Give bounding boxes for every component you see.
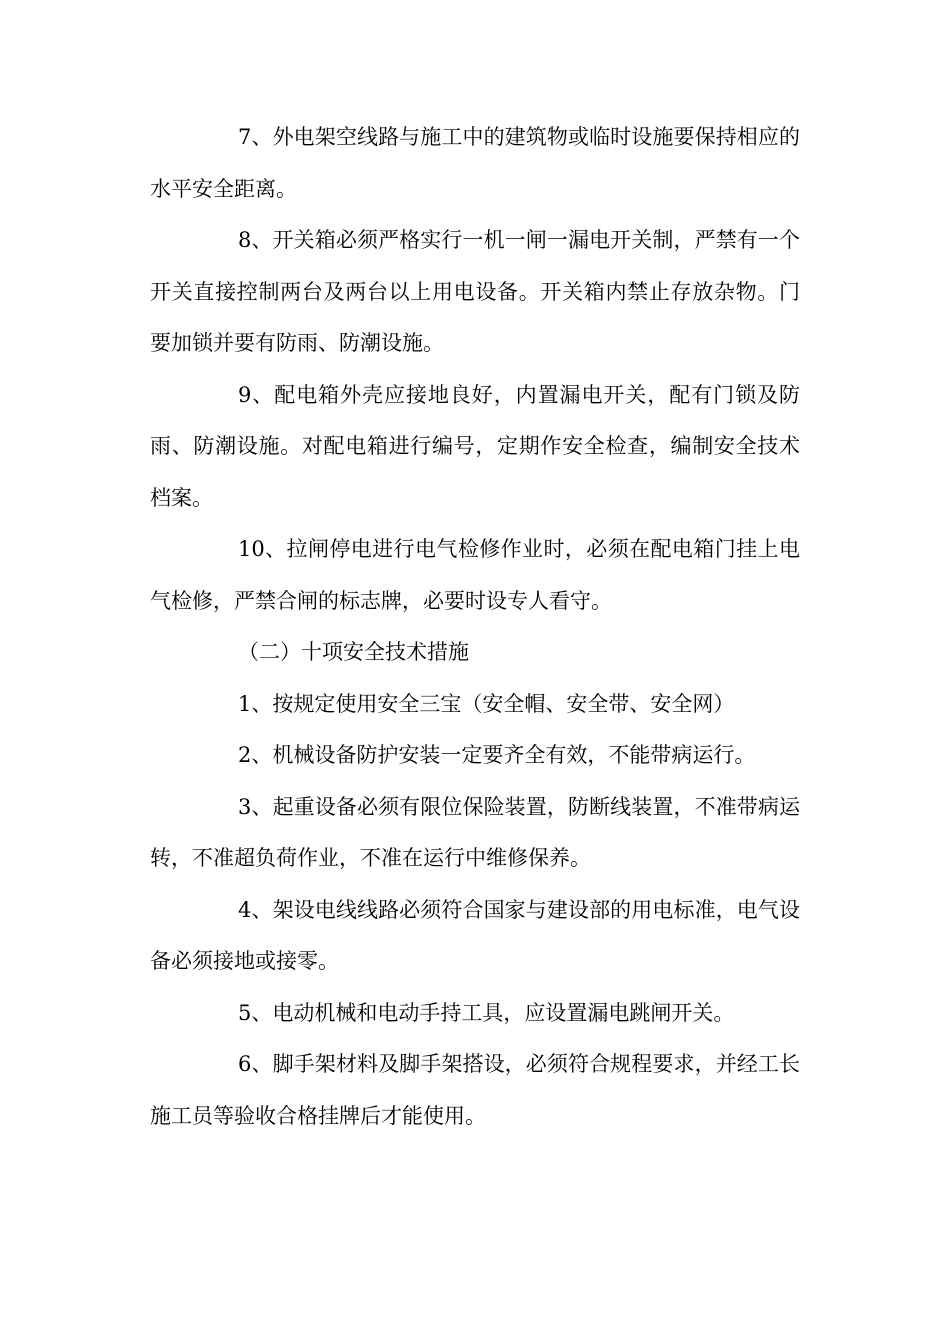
- paragraph-item-10: 10、拉闸停电进行电气检修作业时，必须在配电箱门挂上电气检修，严禁合闸的标志牌，必要时设专人看守。: [150, 537, 800, 613]
- measure-item-3: 3、起重设备必须有限位保险装置，防断线装置，不准带病运转，不准超负荷作业，不准在运行中维修保养。: [150, 794, 800, 870]
- measure-item-5: 5、电动机械和电动手持工具，应设置漏电跳闸开关。: [238, 1000, 735, 1025]
- measure-item-1: 1、按规定使用安全三宝（安全帽、安全带、安全网）: [238, 691, 735, 716]
- measure-item-2: 2、机械设备防护安装一定要齐全有效，不能带病运行。: [238, 743, 756, 767]
- section-heading: （二）十项安全技术措施: [238, 640, 469, 664]
- paragraph-item-7: 7、外电架空线路与施工中的建筑物或临时设施要保持相应的水平安全距离。: [150, 125, 800, 201]
- measure-item-4: 4、架设电线线路必须符合国家与建设部的用电标准，电气设备必须接地或接零。: [150, 897, 800, 973]
- paragraph-item-8: 8、开关箱必须严格实行一机一闸一漏电开关制，严禁有一个开关直接控制两台及两台以上用电设备。开关箱内禁止存放杂物。门要加锁并要有防雨、防潮设施。: [150, 228, 800, 355]
- paragraph-item-9: 9、配电箱外壳应接地良好，内置漏电开关，配有门锁及防雨、防潮设施。对配电箱进行编号，定期作安全检查，编制安全技术档案。: [150, 382, 800, 510]
- document-page: [150, 112, 800, 1142]
- measure-item-6: 6、脚手架材料及脚手架搭设，必须符合规程要求，并经工长施工员等验收合格挂牌后才能使用。: [150, 1052, 800, 1128]
